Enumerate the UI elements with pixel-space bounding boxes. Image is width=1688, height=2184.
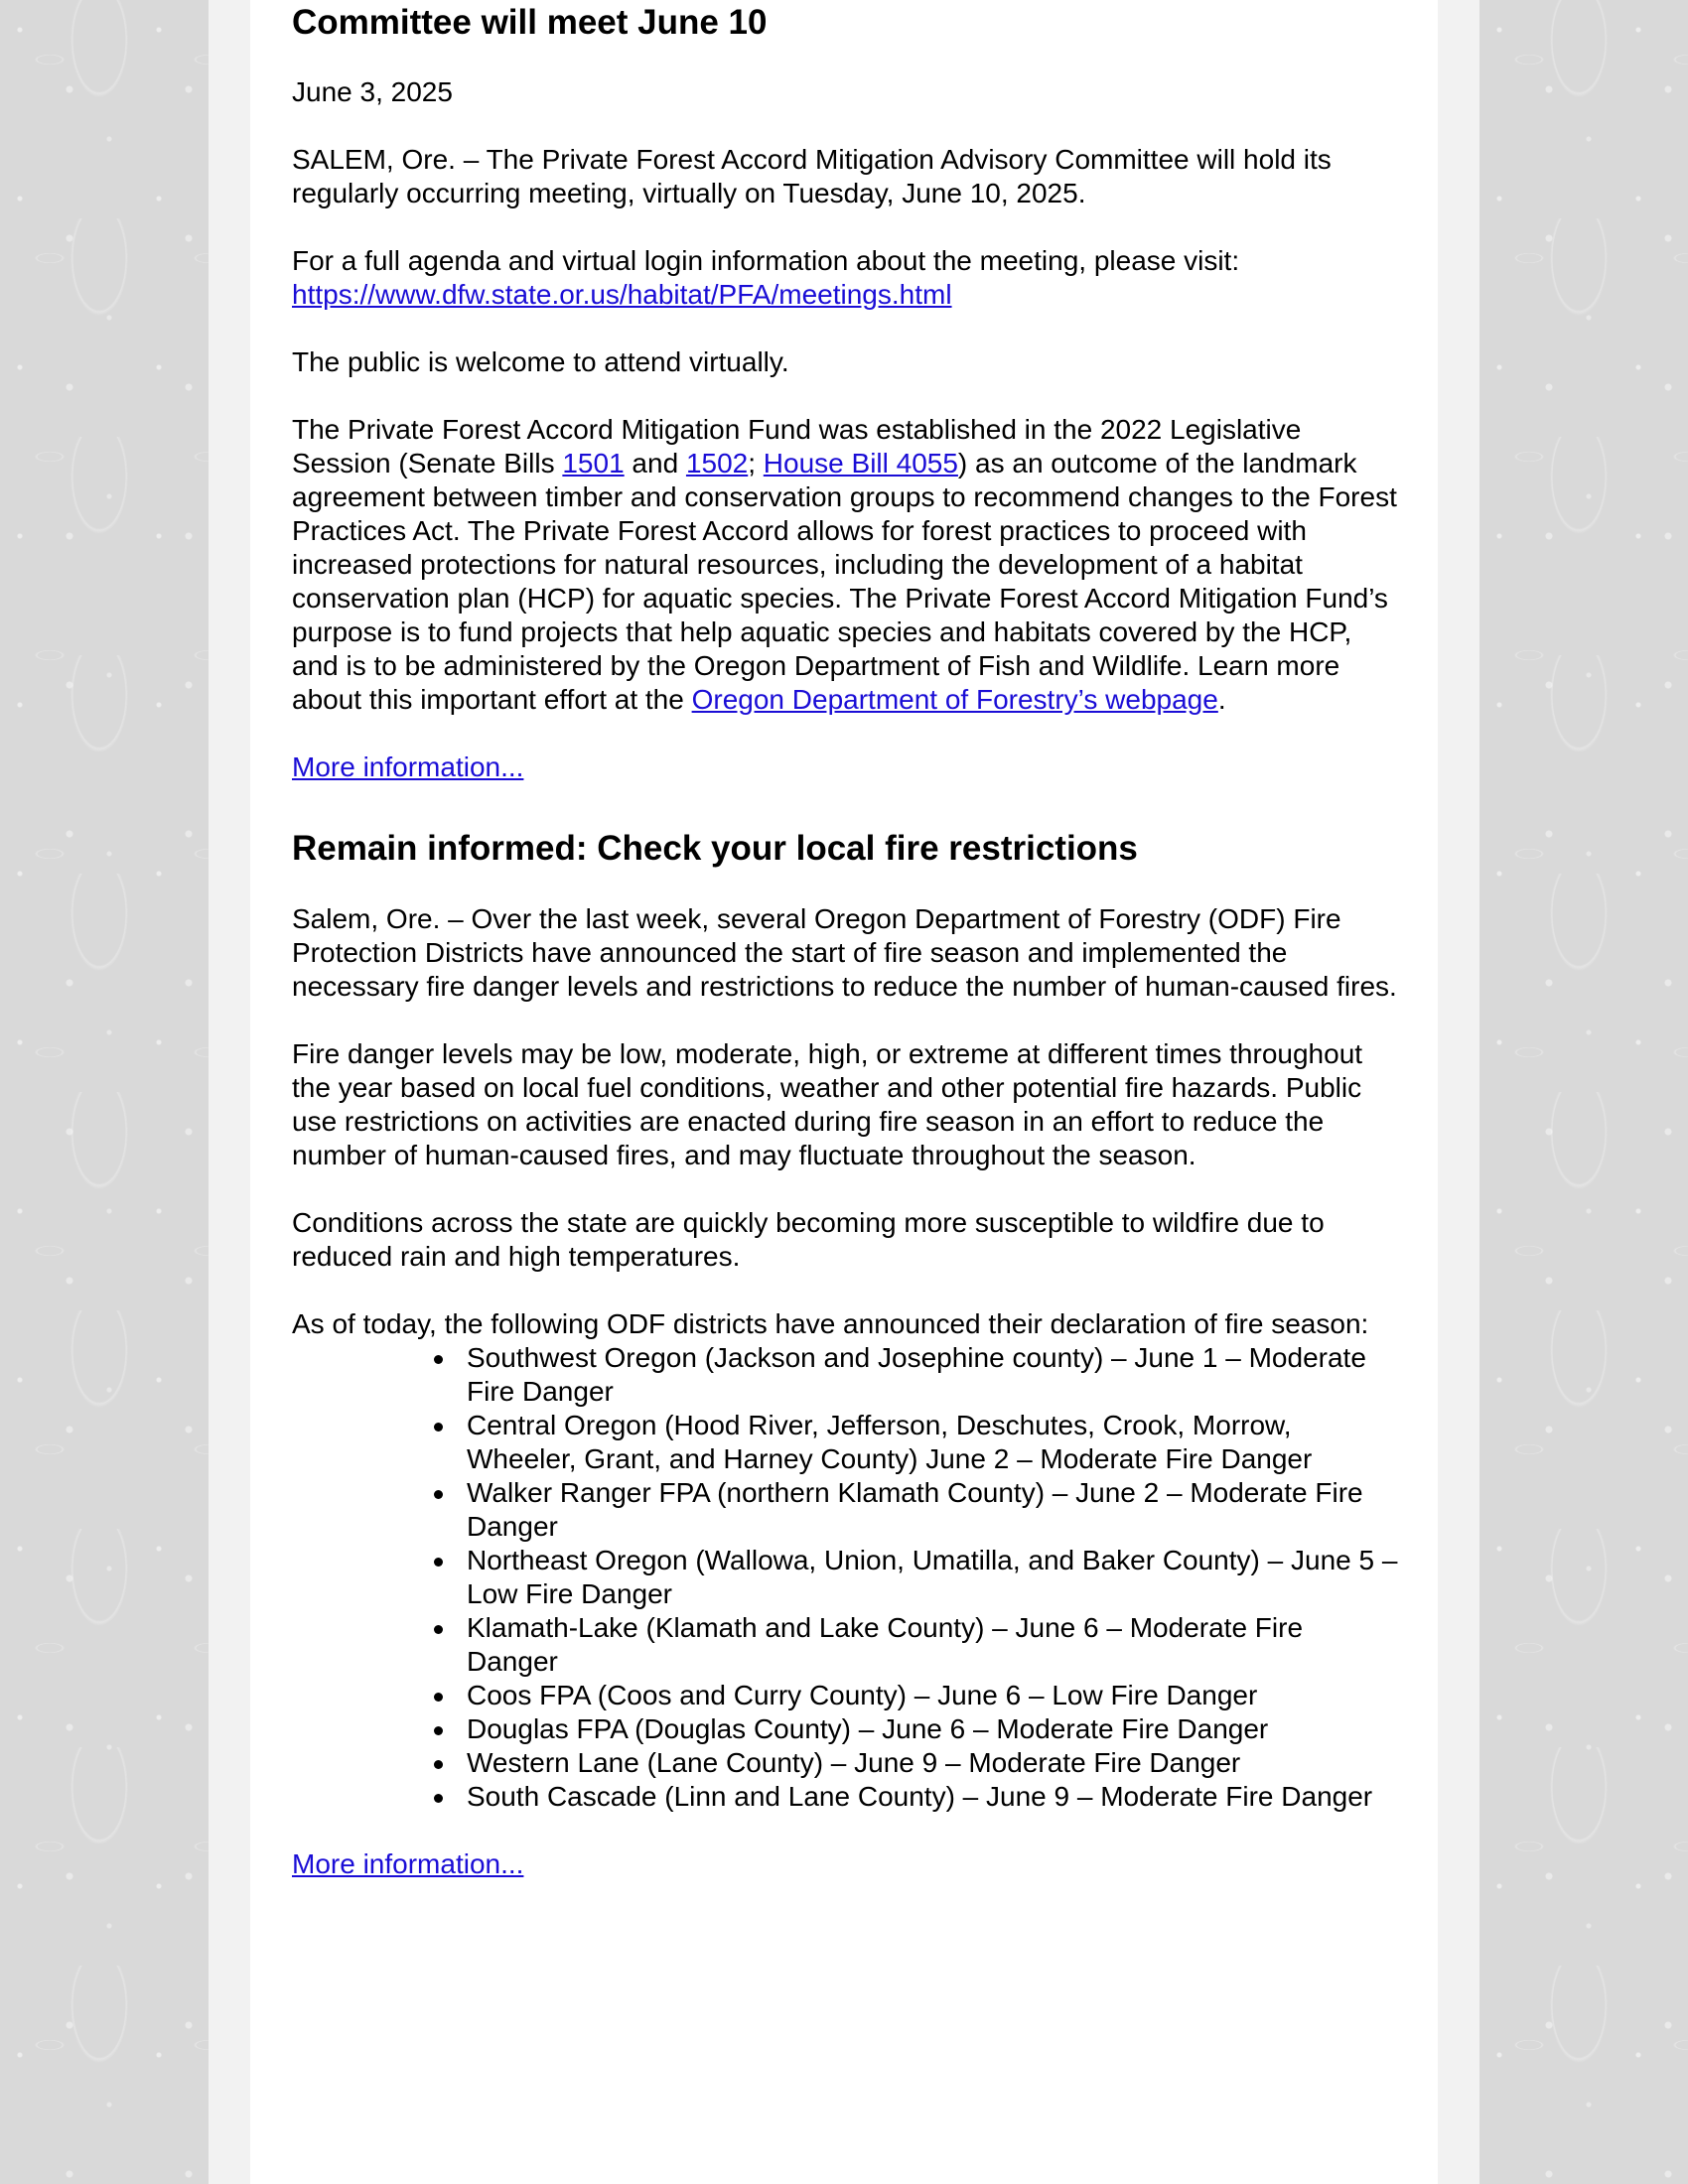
fire-conditions-text: Conditions across the state are quickly becoming more susceptible to wildfire due to reduced rain and high temperatures. xyxy=(292,1207,1325,1272)
odf-webpage-link[interactable]: Oregon Department of Forestry’s webpage xyxy=(691,684,1218,715)
fund-text-part1: The Private Forest Accord Mitigation Fund was established in the 2022 Legislative Session (Senate Bills xyxy=(292,414,1302,478)
public-welcome-text: The public is welcome to attend virtually. xyxy=(292,346,789,377)
decorative-pattern-left xyxy=(0,0,209,2184)
senate-bill-1501-link[interactable]: 1501 xyxy=(562,448,625,478)
agenda-paragraph xyxy=(292,244,1398,312)
fire-as-of-today-text: As of today, the following ODF districts have announced their declaration of fire season: xyxy=(292,1308,1369,1339)
fund-text-end: . xyxy=(1217,684,1226,715)
fire-intro: Salem, Ore. – Over the last week, several Oregon Department of Forestry (ODF) Fire Protection Districts have announced the start of fire season and implemented the necessary fire danger levels and restrictions to reduce the number of human-caused fires. xyxy=(292,903,1397,1002)
district-list-item: Northeast Oregon (Wallowa, Union, Umatilla, and Baker County) – June 5 – Low Fire Danger xyxy=(467,1545,1398,1609)
committee-intro: SALEM, Ore. – The Private Forest Accord Mitigation Advisory Committee will hold its regularly occurring meeting, virtually on Tuesday, June 10, 2025. xyxy=(292,144,1332,208)
fire-more-info-link[interactable]: More information... xyxy=(292,1848,524,1879)
district-list-item: South Cascade (Linn and Lane County) – June 9 – Moderate Fire Danger xyxy=(467,1780,1398,1814)
decorative-pattern-right xyxy=(1479,0,1688,2184)
district-list-item: Walker Ranger FPA (northern Klamath County) – June 2 – Moderate Fire Danger xyxy=(467,1476,1398,1544)
committee-heading: Committee will meet June 10 xyxy=(292,3,768,42)
district-list-item: Coos FPA (Coos and Curry County) – June 6 – Low Fire Danger xyxy=(467,1679,1398,1712)
committee-more-info-link[interactable]: More information... xyxy=(292,751,524,782)
district-list-item: Central Oregon (Hood River, Jefferson, Deschutes, Crook, Morrow, Wheeler, Grant, and Harney County) June 2 – Moderate Fire Danger xyxy=(467,1409,1398,1476)
fund-paragraph xyxy=(292,413,1398,717)
fire-restrictions-section xyxy=(292,829,1398,1881)
agenda-text: For a full agenda and virtual login information about the meeting, please visit: xyxy=(292,245,1240,276)
house-bill-4055-link[interactable]: House Bill 4055 xyxy=(763,448,958,478)
district-list-item: Southwest Oregon (Jackson and Josephine county) – June 1 – Moderate Fire Danger xyxy=(467,1341,1398,1409)
committee-section xyxy=(292,3,1398,784)
committee-date: June 3, 2025 xyxy=(292,76,453,107)
fund-text-part2: ) as an outcome of the landmark agreement between timber and conservation groups to recommend changes to the Forest Practices Act. The Private Forest Accord allows for forest practices to proceed with increased protections for natural resources, including the development of a habitat conservation plan (HCP) for aquatic species. The Private Forest Accord Mitigation Fund’s purpose is to fund projects that help aquatic species and habitats covered by the HCP, and is to be administered by the Oregon Department of Fish and Wildlife. Learn more about this important effort at the xyxy=(292,448,1397,715)
margin-right xyxy=(1438,0,1479,2184)
fire-restrictions-heading: Remain informed: Check your local fire restrictions xyxy=(292,829,1138,868)
district-list-item: Klamath-Lake (Klamath and Lake County) – June 6 – Moderate Fire Danger xyxy=(467,1611,1398,1679)
fire-districts-list xyxy=(292,1341,1398,1814)
margin-left xyxy=(209,0,250,2184)
agenda-link[interactable]: https://www.dfw.state.or.us/habitat/PFA/meetings.html xyxy=(292,279,952,310)
district-list-item: Douglas FPA (Douglas County) – June 6 – Moderate Fire Danger xyxy=(467,1712,1398,1746)
fund-text-semicolon: ; xyxy=(748,448,764,478)
district-list-item: Western Lane (Lane County) – June 9 – Moderate Fire Danger xyxy=(467,1746,1398,1780)
fire-more-info xyxy=(292,1847,1398,1881)
newsletter-content xyxy=(250,0,1438,2184)
fund-text-and: and xyxy=(624,448,686,478)
fire-danger-levels-text: Fire danger levels may be low, moderate, high, or extreme at different times throughout the year based on local fuel conditions, weather and other potential fire hazards. Public use restrictions on activities are enacted during fire season in an effort to reduce the number of human-caused fires, and may fluctuate throughout the season. xyxy=(292,1038,1363,1170)
committee-more-info xyxy=(292,751,1398,784)
senate-bill-1502-link[interactable]: 1502 xyxy=(685,448,749,478)
